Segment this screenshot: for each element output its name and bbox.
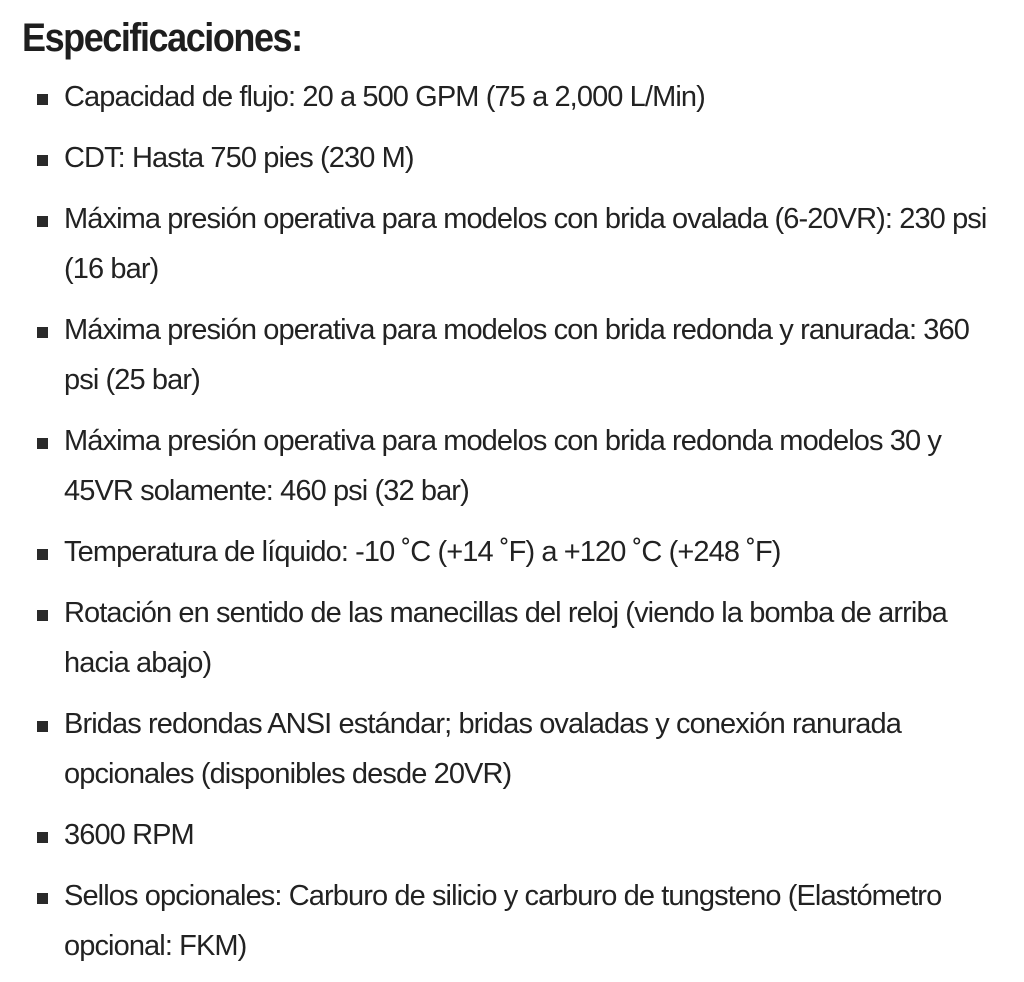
spec-text: Máxima presión operativa para modelos con brida redonda y ranurada: 360 psi (25 bar) bbox=[64, 314, 969, 396]
spec-item-rotation bbox=[0, 588, 1024, 688]
bullet-square-icon bbox=[37, 610, 48, 621]
bullet-square-icon bbox=[37, 893, 48, 904]
spec-item-pressure-round-grooved bbox=[0, 305, 1024, 405]
spec-text: Sellos opcionales: Carburo de silicio y carburo de tungsteno (Elastómetro opcional: FKM) bbox=[64, 880, 942, 962]
spec-item-flow-capacity bbox=[0, 72, 1024, 122]
spec-item-cdt bbox=[0, 133, 1024, 183]
specifications-list bbox=[0, 72, 1024, 982]
spec-item-rpm bbox=[0, 810, 1024, 860]
spec-item-seals bbox=[0, 871, 1024, 971]
spec-text: CDT: Hasta 750 pies (230 M) bbox=[64, 142, 414, 174]
section-heading: Especificaciones: bbox=[22, 16, 302, 60]
spec-item-pressure-round-30-45vr bbox=[0, 416, 1024, 516]
spec-text: Temperatura de líquido: -10 ˚C (+14 ˚F) a +120 ˚C (+248 ˚F) bbox=[64, 536, 781, 568]
spec-text: 3600 RPM bbox=[64, 819, 194, 851]
bullet-square-icon bbox=[37, 832, 48, 843]
spec-text: Capacidad de flujo: 20 a 500 GPM (75 a 2,000 L/Min) bbox=[64, 81, 705, 113]
spec-text: Bridas redondas ANSI estándar; bridas ovaladas y conexión ranurada opcionales (disponibles desde 20VR) bbox=[64, 708, 901, 790]
spec-text: Máxima presión operativa para modelos con brida redonda modelos 30 y 45VR solamente: 460 psi (32 bar) bbox=[64, 425, 941, 507]
bullet-square-icon bbox=[37, 327, 48, 338]
bullet-square-icon bbox=[37, 549, 48, 560]
bullet-square-icon bbox=[37, 721, 48, 732]
spec-text: Máxima presión operativa para modelos con brida ovalada (6-20VR): 230 psi (16 bar) bbox=[64, 203, 987, 285]
bullet-square-icon bbox=[37, 155, 48, 166]
bullet-square-icon bbox=[37, 216, 48, 227]
spec-text: Rotación en sentido de las manecillas del reloj (viendo la bomba de arriba hacia abajo) bbox=[64, 597, 947, 679]
bullet-square-icon bbox=[37, 94, 48, 105]
spec-item-liquid-temperature bbox=[0, 527, 1024, 577]
spec-item-flanges bbox=[0, 699, 1024, 799]
spec-item-pressure-oval-flange bbox=[0, 194, 1024, 294]
bullet-square-icon bbox=[37, 438, 48, 449]
